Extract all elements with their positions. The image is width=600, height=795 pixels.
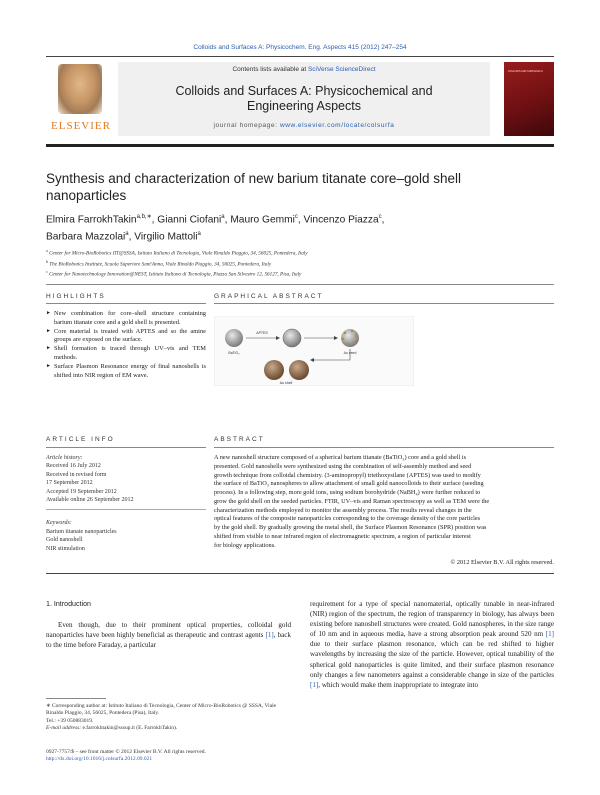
affiliation-sup: a [46,248,48,253]
highlight-item: ► Core material is treated with APTES and so the amine groups are exposed on the surface. [46,328,206,345]
affiliation-text: The BioRobotics Institute, Scuola Superiore Sant'Anna, Viale Rinaldo Piaggio, 34, 56025, Pontedera, Italy [49,261,272,268]
journal-title [118,84,490,114]
article-info-rule [46,447,206,448]
sciencedirect-link[interactable]: SciVerse ScienceDirect [307,66,376,73]
author-sup: a [125,231,129,238]
abstract-line: grow the gold shell on the seeded particles. FTIR, UV–vis and Raman spectroscopy as well as TEM were the [214,497,490,505]
abstract-line: by the gold shell. By gradually growing the metal shell, the Surface Plasmon Resonance (SPR) position was [214,524,487,531]
revised-date: 17 September 2012 [46,480,93,487]
homepage-link[interactable]: www.elsevier.com/locate/colsurfa [279,122,395,129]
contents-prefix: Contents lists available at [232,66,308,73]
footnote-rule [46,698,106,699]
citation-link[interactable]: [1] [310,680,319,689]
abstract-line: the surface of BaTiO₃ nanospheres to allow attachment of small gold nanocolloids to their surface (seeding [214,480,484,488]
abstract-line: A new nanoshell structure composed of a spherical barium titanate (BaTiO₃) core and a gold shell is [214,454,467,461]
abstract-line: optical features of the composite nanoparticles corresponding to the coverage density of the core particles [214,515,481,523]
author-list: Elmira FarrokhTakin$^{a,b,∗}$, Gianni Ciofani$^a$, Mauro Gemmi$^c$, Vincenzo Piazza$^c$, Barbara Mazzolai$^a$, Virgilio Mattoli$^a$ [46,214,385,243]
publisher-name: ELSEVIER [51,120,111,132]
label-core: BaTiO₃ [228,351,240,355]
section-divider [46,284,554,285]
email-label: E-mail address: [46,724,82,731]
journal-title-line-2: Engineering Aspects [247,99,361,113]
accepted-date: Accepted 19 September 2012 [46,488,117,495]
elsevier-tree-icon [58,64,102,114]
label-aptes: APTES [256,331,268,335]
intro-text: , which would make them inappropriate to integrate into [318,680,479,689]
author[interactable]: Virgilio Mattoli [134,231,198,243]
article-info-heading: ARTICLE INFO [46,436,115,443]
abstract-heading: ABSTRACT [214,436,265,443]
core-sphere [225,329,243,347]
aptes-sphere [283,329,301,347]
article-info [46,454,206,553]
author[interactable]: Gianni Ciofani [157,214,222,226]
abstract-line: for biology applications. [214,541,276,549]
abstract-rule [214,447,554,448]
intro-text: , back to the time before Faraday, a particular [46,631,291,650]
affiliations [46,247,556,279]
author-sup: a [221,214,225,220]
graphical-abstract-heading: GRAPHICAL ABSTRACT [214,293,324,300]
homepage-prefix: journal homepage: [213,122,280,129]
journal-cover-thumbnail[interactable] [504,62,554,136]
journal-reference[interactable]: Colloids and Surfaces A: Physicochem. Eng. Aspects 415 (2012) 247–254 [193,44,407,51]
footnotes [46,703,291,732]
author[interactable]: Barbara Mazzolai [46,231,126,243]
highlight-item: ► New combination for core–shell structure containing barium titanate core and a gold shell is presented. [46,310,206,327]
highlights-list [46,310,206,381]
journal-title-line-1: Colloids and Surfaces A: Physicochemical and [175,84,433,98]
abstract-line: characterization methods employed to monitor the assembly process. The results reveal changes in the [214,506,472,514]
affiliation [46,268,556,279]
cover-title: COLLOIDS AND SURFACES A [508,70,543,73]
keyword[interactable]: NIR stimulation [46,545,85,552]
abstract-text [214,454,554,550]
received-date: Received 16 July 2012 [46,463,101,470]
telephone: Tel.: +39 050883019. [46,717,94,724]
info-divider [46,509,206,510]
article-title-line-1: Synthesis and characterization of new barium titanate core–gold shell [46,171,461,186]
copyright-notice: © 2012 Elsevier B.V. All rights reserved. [450,559,554,566]
history-label: Article history: [46,455,83,461]
elsevier-logo[interactable] [46,62,116,136]
article-title-line-2: nanoparticles [46,188,127,203]
citation-link[interactable]: [1] [545,630,554,639]
author-sup: a,b,∗ [136,214,152,220]
online-date: Available online 26 September 2012 [46,497,134,504]
highlight-item: ► Surface Plasmon Resonance energy of final nanoshells is shifted into NIR region of EM wave. [46,363,206,380]
intro-text: Even though, due to their prominent optical properties, colloidal gold nanoparticles have been highly beneficial as therapeutic and contrast agents [46,621,291,640]
bottom-metadata [46,749,346,764]
contents-line [118,66,490,73]
seeded-sphere [341,329,359,347]
shell-sphere [289,360,309,380]
highlights-heading: HIGHLIGHTS [46,293,106,300]
front-matter-rule [46,573,554,574]
article-title [46,170,526,204]
keyword[interactable]: Gold nanoshell [46,537,83,544]
abstract-line: presented. Gold nanoshells were synthesized using the combination of self-assembly method and seed [214,462,472,470]
intro-left-column [46,599,291,650]
author-sup: c [294,214,298,220]
affiliation-sup: c [46,269,48,275]
label-shell: Au shell [279,381,293,385]
highlight-item: ► Shell formation is traced through UV–vis and TEM methods. [46,345,206,362]
affiliation-text: Center for Nanotechnology Innovation@NEST, Istituto Italiano di Tecnologia, Piazza San Silvestro 12, 56127, Pisa, Italy [49,272,302,279]
figure-background [214,316,414,386]
abstract-line: growth technique from colloidal chemistry. (3-aminopropyl) triethoxysilane (APTES) was used to modify [214,471,481,479]
email-link[interactable]: e.farrokhtakin@sssup.it (E. FarrokhTakin). [82,724,178,731]
header-rule [46,56,554,57]
doi-link[interactable]: http://dx.doi.org/10.1016/j.colsurfa.2012.09.021 [46,756,153,763]
author[interactable]: Elmira FarrokhTakin [46,214,137,226]
intro-paragraph [46,620,291,650]
author-sup: c [378,214,382,220]
journal-homepage [118,122,490,129]
affiliation [46,258,556,269]
journal-masthead [46,62,554,136]
issn-line: 0927-7757/$ – see front matter © 2012 Elsevier B.V. All rights reserved. [46,749,206,755]
highlights-rule [46,303,206,304]
keywords-label: Keywords: [46,520,72,527]
label-seed: Au seed [343,351,357,355]
masthead-banner [118,62,490,136]
revised-label: Received in revised form [46,471,107,478]
intro-text: due to their surface plasmon resonance, which can be red shifted to higher wavelengths by increasing the size of the particle. However, optical tunability of the spherical gold nanoparticles is quite limited, and their surface plasmon resonance only changes a few nanometers against a considerable change in size of the particles [310,640,554,679]
abstract-line: shifted from visible to near infrared region of electromagnetic spectrum, a region of particular interest [214,532,471,540]
graphical-abstract-figure[interactable] [214,316,414,386]
intro-text: requirement for a type of special nanomaterial, optically tunable in near-infrared (NIR) region of the spectrum, the region of transparency in biology, has always been existing before nanoshell structures were created. Gold nanospheres, in the size range of 10 nm and in aqueous media, have a strong absorption peak around 520 nm [310,600,554,639]
masthead-rule [46,144,554,147]
author-sup: a [197,231,201,238]
corresponding-author-note: ∗ Corresponding author at: Istituto Italiano di Tecnologia, Center of Micro-BioRobotics @ SSSA, Viale Rinaldo Piaggio, 34, 56025, Pontedera (Pisa), Italy. [46,703,277,717]
introduction-heading: 1. Introduction [46,600,91,608]
affiliation [46,247,556,258]
keyword[interactable]: Barium titanate nanoparticles [46,528,117,535]
affiliation-sup: b [46,258,48,264]
intro-right-column [310,599,554,690]
graphical-abstract-rule [214,303,554,304]
affiliation-text: Center for Micro-BioRobotics IIT@SSSA, Istituto Italiano di Tecnologia, Viale Rinaldo Piaggio, 34, 56025, Pontedera, Italy [49,250,308,257]
author[interactable]: Mauro Gemmi [230,214,295,226]
shell-sphere [264,360,284,380]
citation-link[interactable]: [1] [265,631,274,640]
abstract-line: process). In a following step, more gold ions, using sodium borohydride (NaBH₄) were further reduced to [214,489,481,496]
author[interactable]: Vincenzo Piazza [303,214,379,226]
